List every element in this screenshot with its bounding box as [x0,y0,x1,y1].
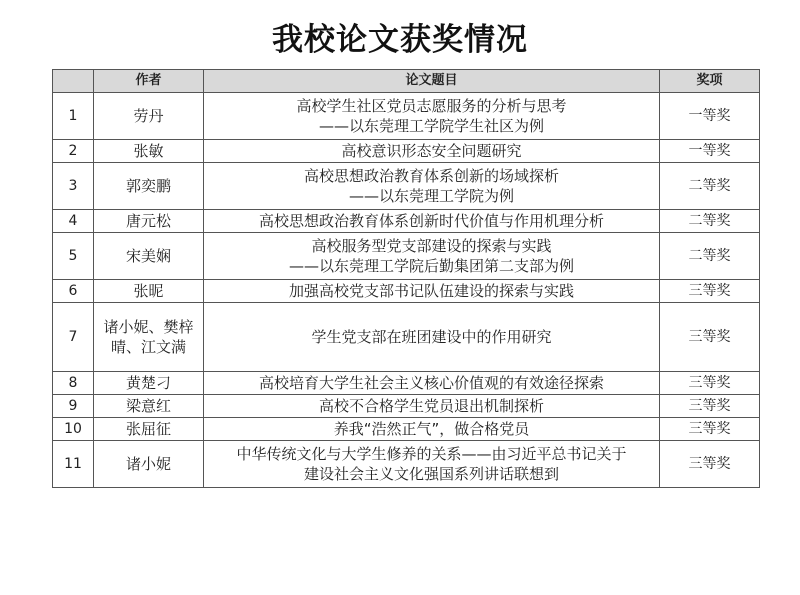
row-paper-title [204,233,660,280]
paper-title-line: ——以东莞理工学院学生社区为例 [318,117,544,135]
row-paper-title [204,395,660,418]
row-award: 一等奖 [660,140,760,163]
row-paper-title [204,303,660,372]
row-award: 二等奖 [660,210,760,233]
row-paper-title [204,210,660,233]
table-row [53,140,760,163]
row-paper-title [204,280,660,303]
row-award: 三等奖 [660,395,760,418]
table-row [53,441,760,488]
row-award: 一等奖 [660,93,760,140]
header-paper-title: 论文题目 [204,70,660,93]
row-paper-title [204,418,660,441]
paper-title-line: 高校培育大学生社会主义核心价值观的有效途径探索 [258,374,604,392]
row-award: 三等奖 [660,280,760,303]
table-header-row [53,70,760,93]
row-award: 二等奖 [660,233,760,280]
row-award: 三等奖 [660,372,760,395]
header-award: 奖项 [660,70,760,93]
table-row [53,233,760,280]
row-author: 宋美娴 [94,233,204,280]
row-author: 张屈征 [94,418,204,441]
row-number: 1 [53,93,94,140]
table-row [53,395,760,418]
paper-title-line: 养我“浩然正气”，做合格党员 [333,420,530,438]
paper-title-line: 高校服务型党支部建设的探索与实践 [311,237,552,255]
paper-title-line: 学生党支部在班团建设中的作用研究 [311,328,552,346]
row-author: 黄楚刁 [94,372,204,395]
paper-title-line: 高校不合格学生党员退出机制探析 [318,397,544,415]
row-number: 10 [53,418,94,441]
header-author: 作者 [94,70,204,93]
row-paper-title [204,140,660,163]
row-number: 9 [53,395,94,418]
row-paper-title [204,372,660,395]
row-number: 3 [53,163,94,210]
table-row [53,163,760,210]
row-author: 郭奕鹏 [94,163,204,210]
row-author: 张敏 [94,140,204,163]
paper-title-line: 建设社会主义文化强国系列讲话联想到 [303,465,559,483]
paper-title-line: ——以东莞理工学院后勤集团第二支部为例 [288,257,574,275]
paper-title-line: ——以东莞理工学院为例 [348,187,514,205]
row-number: 8 [53,372,94,395]
paper-title-line: 高校意识形态安全问题研究 [341,142,522,160]
row-paper-title [204,93,660,140]
row-paper-title [204,441,660,488]
row-award: 二等奖 [660,163,760,210]
row-author: 张昵 [94,280,204,303]
row-number: 7 [53,303,94,372]
table-row [53,93,760,140]
row-award: 三等奖 [660,418,760,441]
table-row [53,303,760,372]
row-number: 11 [53,441,94,488]
table-row [53,418,760,441]
header-number [53,70,94,93]
row-paper-title [204,163,660,210]
row-number: 5 [53,233,94,280]
paper-title-line: 中华传统文化与大学生修养的关系——由习近平总书记关于 [236,445,627,463]
page-title: 我校论文获奖情况 [272,22,528,58]
table-row [53,280,760,303]
awards-table [52,69,760,488]
row-author: 诸小妮 [94,441,204,488]
table-row [53,372,760,395]
paper-title-line: 加强高校党支部书记队伍建设的探索与实践 [288,282,574,300]
row-author: 梁意红 [94,395,204,418]
row-number: 4 [53,210,94,233]
paper-title-line: 高校思想政治教育体系创新的场域探析 [303,167,559,185]
row-award: 三等奖 [660,303,760,372]
row-author: 唐元松 [94,210,204,233]
row-author: 诸小妮、樊梓晴、江文满 [94,303,204,372]
table-body [53,93,760,488]
paper-title-line: 高校思想政治教育体系创新时代价值与作用机理分析 [258,212,604,230]
row-author: 劳丹 [94,93,204,140]
row-award: 三等奖 [660,441,760,488]
table-row [53,210,760,233]
row-number: 2 [53,140,94,163]
row-number: 6 [53,280,94,303]
paper-title-line: 高校学生社区党员志愿服务的分析与思考 [296,97,567,115]
